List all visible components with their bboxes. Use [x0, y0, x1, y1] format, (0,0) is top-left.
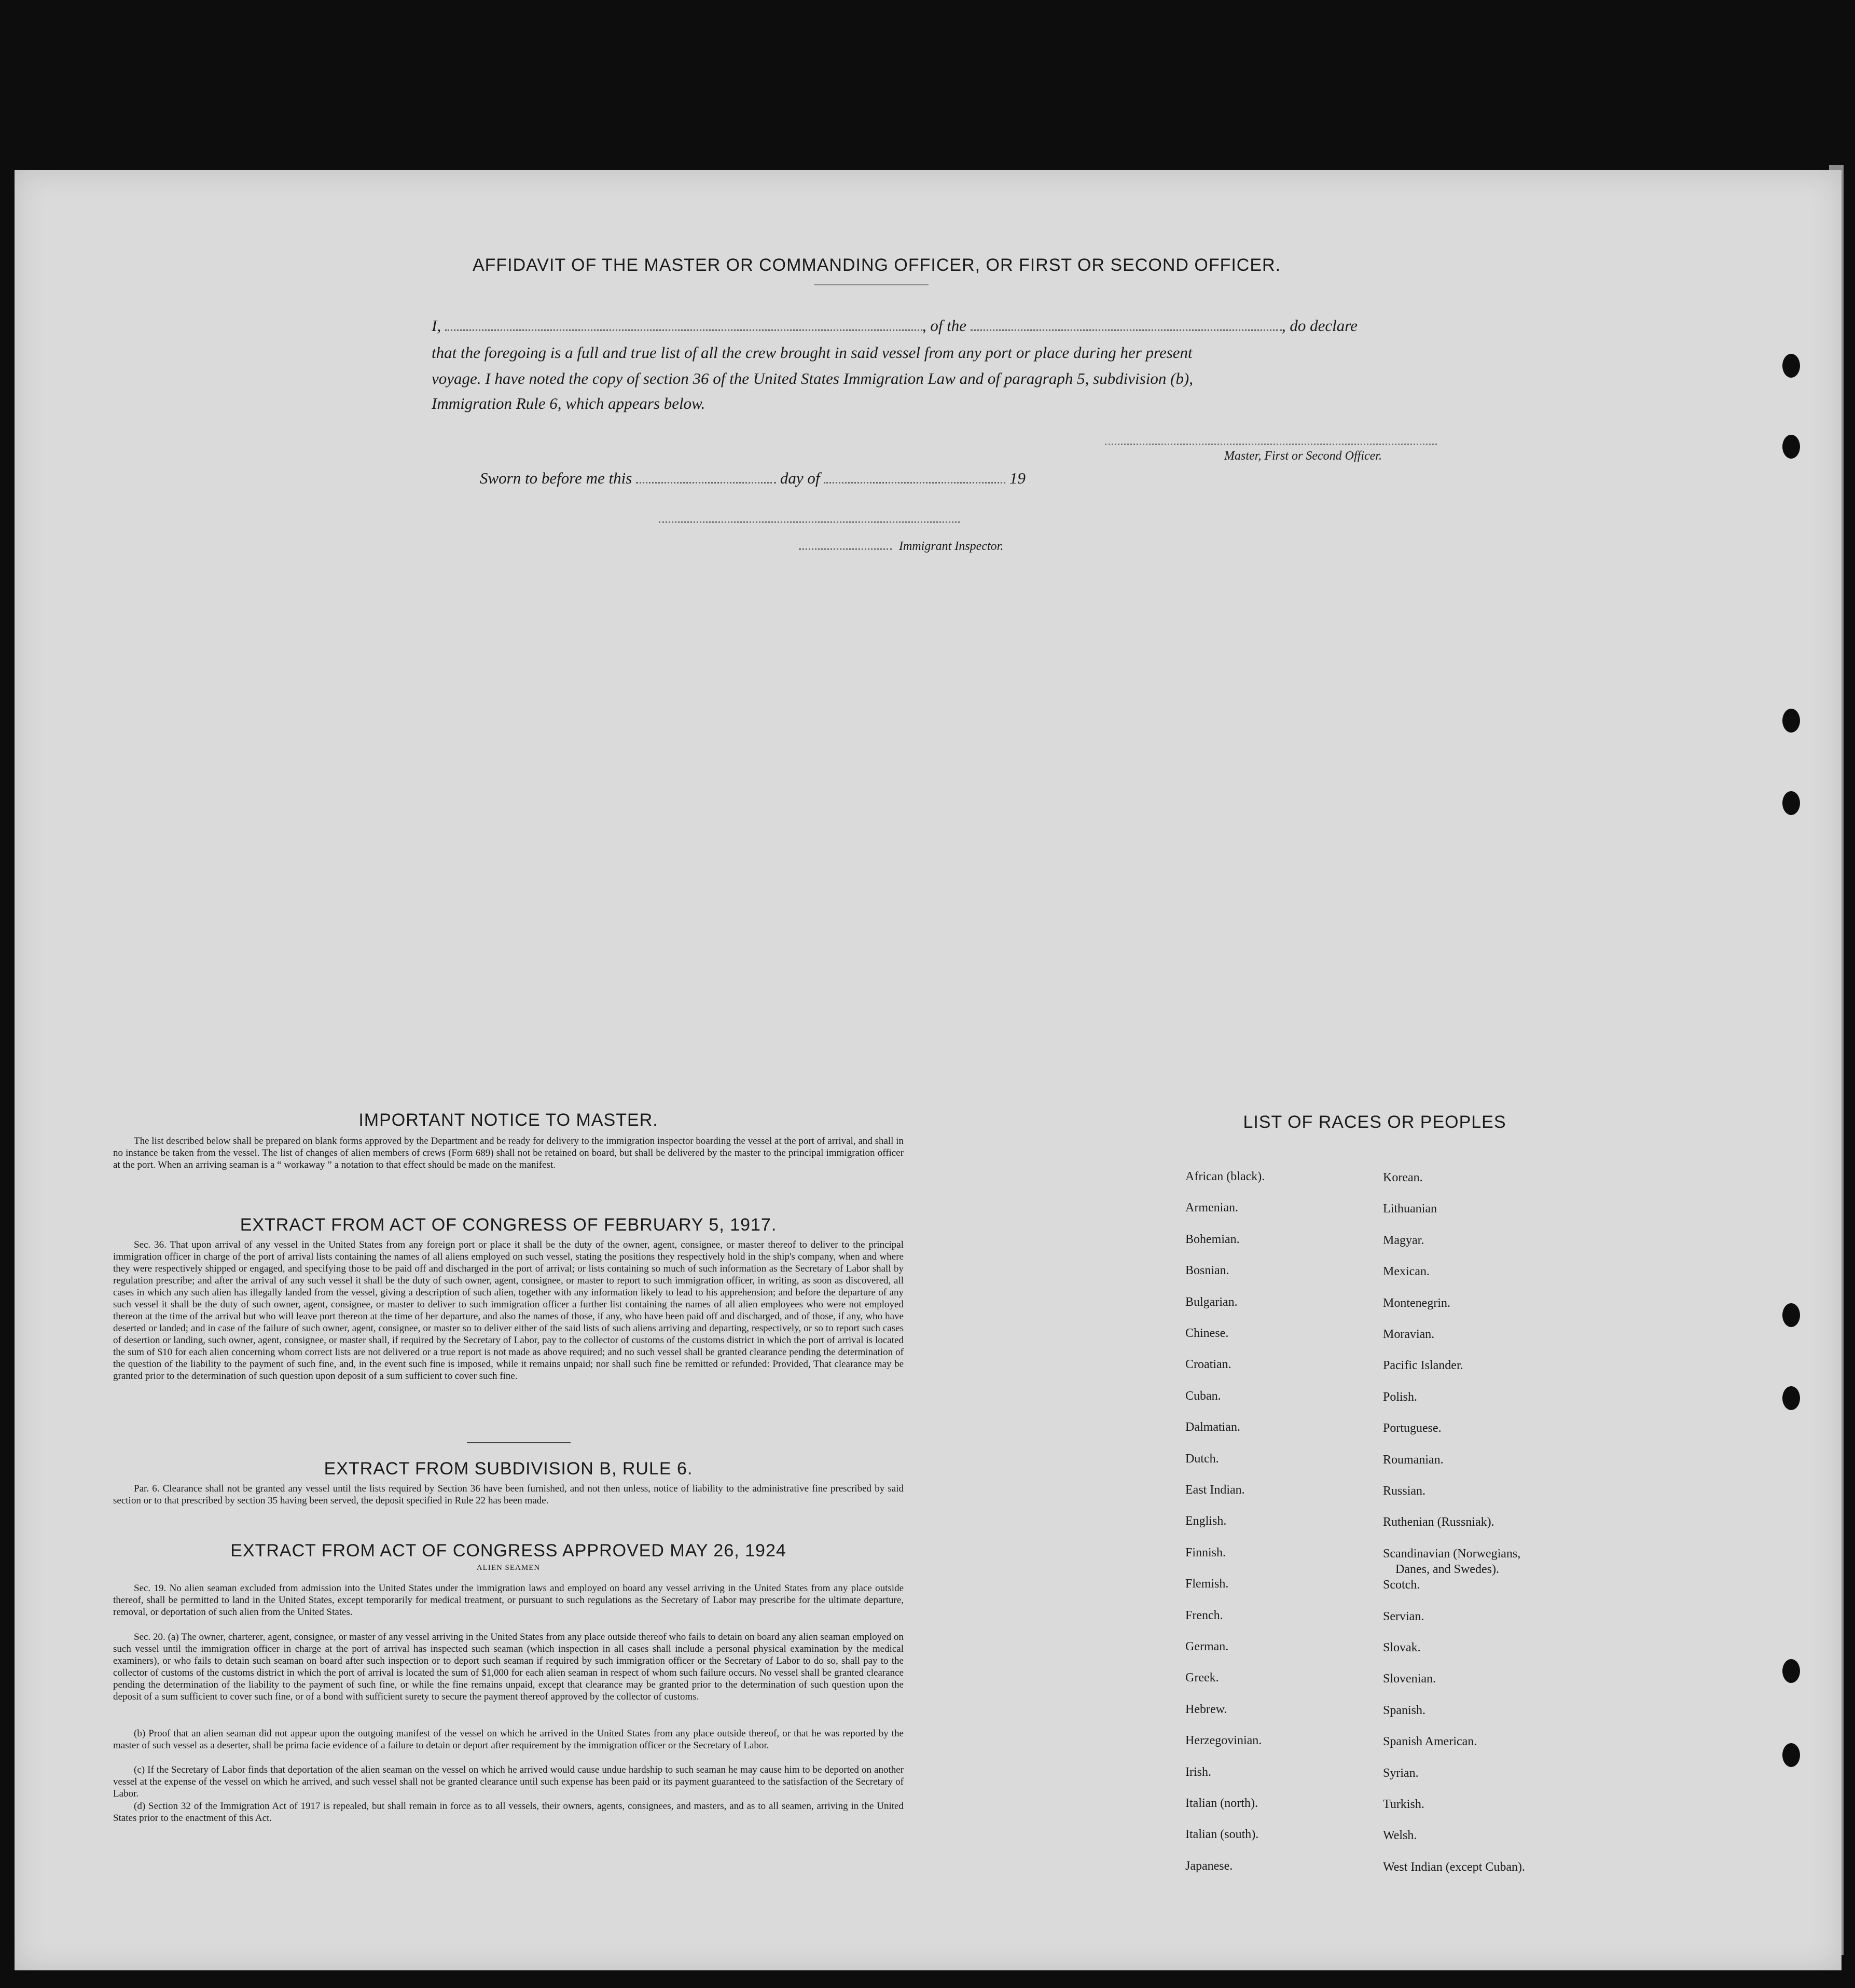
day-of-label: day of [780, 469, 820, 487]
sec-20c-paragraph: (c) If the Secretary of Labor finds that deportation of the alien seaman on the vessel on which he arrived would cause undue hardship to such seaman he may cause him to be deported on another vessel at the expense of the vessel on which he arrived, and such vessel shall not be granted clearance until such expense has been paid or its payment guaranteed to the satisfaction of the Secretary of Labor. [113, 1764, 904, 1799]
master-signature-line[interactable] [1105, 444, 1437, 445]
title-underline [814, 284, 929, 285]
race-item: Ruthenian (Russniak). [1383, 1515, 1494, 1529]
race-item: Magyar. [1383, 1233, 1424, 1247]
punch-hole [1782, 709, 1800, 733]
sec-20b-paragraph: (b) Proof that an alien seaman did not appear upon the outgoing manifest of the vessel on which he arrived in the United States from any place outside thereof, or that he was reported by the master of such vessel as a deserter, shall be prima facie evidence of a failure to detain or deport after requirement by the immigration officer or the Secretary of Labor. [113, 1728, 904, 1751]
race-item: English. [1185, 1514, 1227, 1528]
race-item: Turkish. [1383, 1798, 1424, 1811]
race-item: Slovenian. [1383, 1672, 1436, 1686]
race-item: Bosnian. [1185, 1264, 1229, 1278]
race-item: French. [1185, 1608, 1223, 1622]
race-item: Pacific Islander. [1383, 1359, 1463, 1373]
race-item: West Indian (except Cuban). [1383, 1860, 1525, 1874]
race-item: Korean. [1383, 1171, 1423, 1184]
punch-hole [1782, 1386, 1800, 1410]
race-item: German. [1185, 1640, 1229, 1653]
inspector-name-field[interactable] [799, 548, 892, 550]
extract-1924-subtitle: ALIEN SEAMEN [476, 1564, 541, 1572]
extract-1917-title: EXTRACT FROM ACT OF CONGRESS OF FEBRUARY 5, 1917. [240, 1215, 777, 1235]
affidavit-title: AFFIDAVIT OF THE MASTER OR COMMANDING OFFICER, OR FIRST OR SECOND OFFICER. [472, 255, 1281, 275]
race-item: Cuban. [1185, 1389, 1221, 1403]
races-title: LIST OF RACES OR PEOPLES [1243, 1112, 1506, 1132]
race-item: Finnish. [1185, 1545, 1226, 1559]
extract-rule6-title: EXTRACT FROM SUBDIVISION B, RULE 6. [324, 1459, 693, 1479]
punch-hole [1782, 354, 1800, 378]
race-item: Syrian. [1383, 1766, 1419, 1780]
race-item: Lithuanian [1383, 1202, 1437, 1216]
affidavit-line-2: that the foregoing is a full and true list of all the crew brought in said vessel from any port or place during her present [432, 343, 1193, 362]
race-item: Portuguese. [1383, 1421, 1442, 1435]
race-item: Dutch. [1185, 1452, 1219, 1466]
inspector-signature-line[interactable] [659, 521, 960, 523]
punch-hole [1782, 1303, 1800, 1327]
race-item: Slovak. [1383, 1641, 1421, 1654]
sec-19-paragraph: Sec. 19. No alien seaman excluded from admission into the United States under the immigration laws and employed on board any vessel arriving in the United States from any place outside thereof, shall be permitted to land in the United States, except temporarily for medical treatment, or pursuant to such regulations as the Secretary of Labor may prescribe for the ultimate departure, removal, or deportation of such alien from the United States. [113, 1583, 904, 1618]
sworn-day-field[interactable] [636, 482, 776, 484]
notice-body: The list described below shall be prepared on blank forms approved by the Department and be ready for delivery to the immigration inspector boarding the vessel at the port of arrival, and shall in no instance be taken from the vessel. The list of changes of alien members of crews (Form 689) shall not be retained on board, but shall be delivered by the master to the principal immigration officer at the port. When an arriving seaman is a “ workaway ” a notation to that effect should be made on the manifest. [113, 1136, 904, 1170]
sworn-month-field[interactable] [824, 482, 1005, 484]
extract-1917-body: Sec. 36. That upon arrival of any vessel in the United States from any foreign port or place it shall be the duty of the owner, agent, consignee, or master thereof to deliver to the principal immigration officer in charge of the port of arrival lists containing the names of all aliens employed on such vessel, stating the positions they respectively hold in the ship's company, when and where they were respectively shipped or engaged, and specifying those to be paid off and discharged in the port of arrival; or lists containing so much of such information as the Secretary of Labor shall by regulation prescribe; and after the arrival of any such vessel it shall be the duty of such owner, agent, consignee, or master to report to such immigration officer, in writing, as soon as discovered, all cases in which any such alien has illegally landed from the vessel, giving a description of such alien, together with any information likely to lead to his apprehension; and before the departure of any such vessel it shall be the duty of such owner, agent, consignee, or master to deliver to such immigration officer a further list containing the names of all alien employees who were not employed thereon at the time of the arrival but who will leave port thereon at the time of her departure, and also the names of those, if any, who have been paid off and discharged, and of those, if any, who have deserted or landed; and in case of the failure of such owner, agent, consignee, or master so to deliver either of the said lists of such aliens arriving and departing, respectively, or so to report such cases of desertion or landing, such owner, agent, consignee, or master shall, if required by the Secretary of Labor, pay to the collector of customs of the customs district in which the port of arrival is located the sum of $10 for each alien concerning whom correct lists are not delivered or a true report is not made as above required; and no such vessel shall be granted clearance pending the determination of the question of the liability to the payment of such fine, and, in the event such fine is imposed, while it remains unpaid; nor shall such fine be remitted or refunded: Provided, That clearance may be granted prior to the determination of such question upon deposit of a sum sufficient to cover such fine. [113, 1239, 904, 1382]
race-item: Bohemian. [1185, 1232, 1240, 1246]
race-item: Scotch. [1383, 1578, 1420, 1592]
race-item: Chinese. [1185, 1327, 1229, 1340]
race-item: Moravian. [1383, 1328, 1435, 1341]
year-label: 19 [1009, 469, 1026, 487]
affidavit-line-4: Immigration Rule 6, which appears below. [432, 394, 705, 412]
affidavit-line-3: voyage. I have noted the copy of section 36 of the United States Immigration Law and of paragraph 5, subdivision (b), [432, 369, 1193, 388]
race-item: Armenian. [1185, 1201, 1238, 1215]
vessel-name-field[interactable] [971, 329, 1282, 331]
race-item: African (black). [1185, 1170, 1265, 1183]
race-item: East Indian. [1185, 1483, 1245, 1497]
extract-1924-title: EXTRACT FROM ACT OF CONGRESS APPROVED MAY 26, 1924 [230, 1541, 786, 1561]
punch-hole [1782, 1659, 1800, 1683]
of-the-label: , of the [922, 316, 967, 335]
master-signature-caption: Master, First or Second Officer. [1224, 449, 1382, 463]
race-item: Scandinavian (Norwegians, Danes, and Swedes). [1383, 1547, 1521, 1576]
race-item: Greek. [1185, 1671, 1219, 1685]
master-name-field[interactable] [445, 329, 922, 331]
race-item: Bulgarian. [1185, 1295, 1238, 1309]
race-item: Mexican. [1383, 1265, 1430, 1279]
do-declare-label: , do declare [1281, 316, 1358, 335]
race-item: Italian (north). [1185, 1797, 1258, 1810]
race-item: Italian (south). [1185, 1828, 1259, 1842]
race-item: Roumanian. [1383, 1453, 1444, 1467]
affidavit-line-1 [432, 316, 1459, 335]
notice-title: IMPORTANT NOTICE TO MASTER. [358, 1110, 658, 1130]
race-item: Servian. [1383, 1609, 1424, 1623]
sec-20d-paragraph: (d) Section 32 of the Immigration Act of 1917 is repealed, but shall remain in force as to all vessels, their owners, agents, consignees, and masters, and as to all seamen, arriving in the United States prior to the enactment of this Act. [113, 1801, 904, 1824]
punch-hole [1782, 435, 1800, 459]
extract-rule6-body: Par. 6. Clearance shall not be granted any vessel until the lists required by Section 36 have been furnished, and not then unless, notice of liability to the administrative fine prescribed by said section or to that prescribed by section 35 having been served, the deposit specified in Rule 22 has been made. [113, 1483, 904, 1506]
race-item: Dalmatian. [1185, 1420, 1240, 1434]
race-item: Flemish. [1185, 1577, 1229, 1591]
race-item: Montenegrin. [1383, 1296, 1450, 1310]
punch-hole [1782, 1743, 1800, 1767]
race-item: Herzegovinian. [1185, 1734, 1262, 1748]
i-label: I, [432, 316, 441, 335]
sworn-line [480, 469, 1026, 488]
punch-hole [1782, 791, 1800, 815]
sec-20a-paragraph: Sec. 20. (a) The owner, charterer, agent, consignee, or master of any vessel arriving in the United States from any place outside thereof who fails to detain on board any alien seaman employed on such vessel until the immigration officer in charge at the port of arrival has inspected such seaman (which inspection in all cases shall include a personal physical examination by the medical examiners), or who fails to detain such seaman on board after such inspection or to deport such seaman if required by such immigration officer or the Secretary of Labor to do so, shall pay to the collector of customs of the customs district in which the port of arrival is located the sum of $1,000 for each alien seaman in respect of whom such failure occurs. No vessel shall be granted clearance pending the determination of the liability to the payment of such fine, or while the fine remains unpaid, except that clearance may be granted prior to the determination of such question upon the deposit of a sum sufficient to cover such fine, or of a bond with sufficient surety to secure the payment thereof approved by the collector of customs. [113, 1632, 904, 1702]
race-item: Spanish American. [1383, 1735, 1477, 1749]
inspector-caption: Immigrant Inspector. [899, 540, 1004, 553]
race-item: Welsh. [1383, 1829, 1417, 1843]
race-item: Russian. [1383, 1484, 1426, 1498]
race-item: Irish. [1185, 1765, 1211, 1779]
section-divider [467, 1442, 571, 1443]
race-item: Japanese. [1185, 1859, 1233, 1873]
race-item: Hebrew. [1185, 1702, 1227, 1716]
race-item: Polish. [1383, 1390, 1418, 1404]
sworn-label: Sworn to before me this [480, 469, 632, 487]
race-item: Croatian. [1185, 1358, 1231, 1372]
race-item: Spanish. [1383, 1703, 1426, 1717]
